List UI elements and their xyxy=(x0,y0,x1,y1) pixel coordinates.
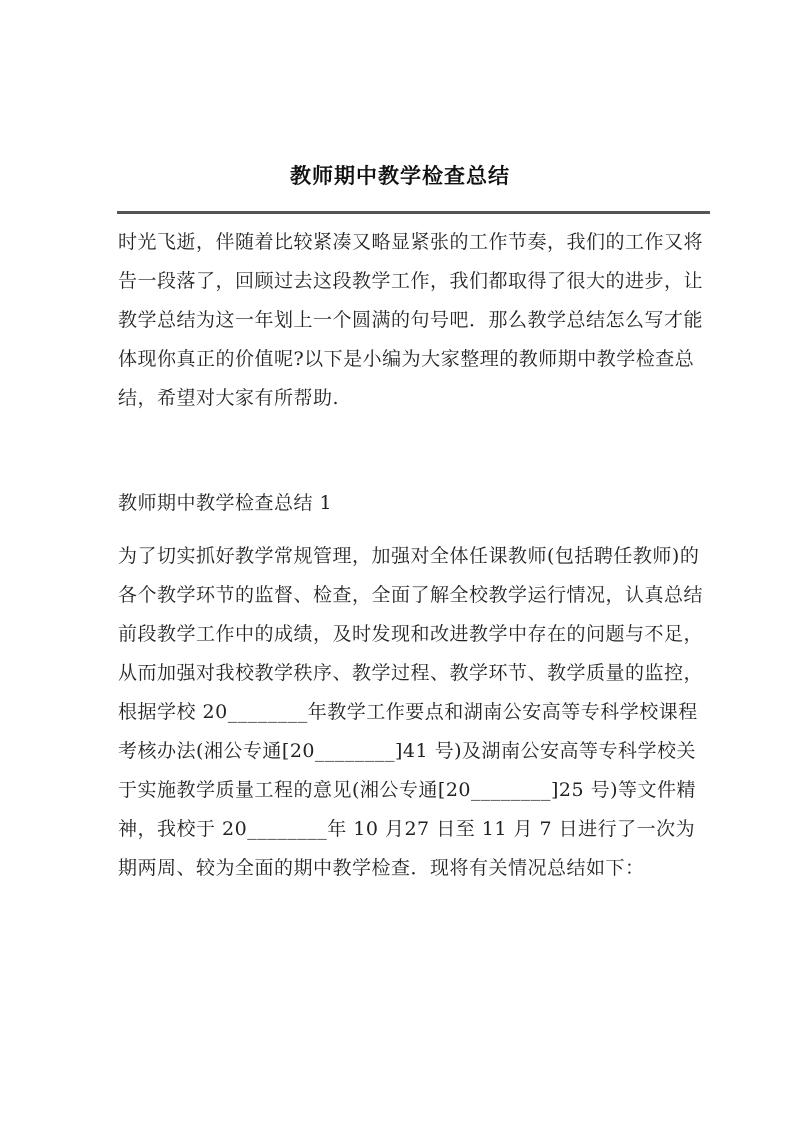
page-title: 教师期中教学检查总结 xyxy=(290,163,510,188)
section-heading: 教师期中教学检查总结 1 xyxy=(118,492,333,514)
section-body-paragraph: 为了切实抓好教学常规管理，加强对全体任课教师(包括聘任教师)的各个教学环节的监督、检查，全面了解全校教学运行情况，认真总结前段教学工作中的成绩，及时发现和改进教学中存在的问题与不足，从而加强对我校教学秩序、教学过程、教学环节、教学质量的监控，根据学校 20________年教学工作要点和湖南公安高等专科学校课程考核办法(湘公专通[20________]41 号)及湖南公安高等专科学校关于实施教学质量工程的意见(湘公专通[20________]25 号)等文件精神，我校于 20________年 10 月27 日至 11 月 7 日进行了一次为期两周、较为全面的期中教学检查．现将有关情况总结如下： xyxy=(118,545,704,879)
intro-paragraph: 时光飞逝，伴随着比较紧凑又略显紧张的工作节奏，我们的工作又将告一段落了，回顾过去这段教学工作，我们都取得了很大的进步，让教学总结为这一年划上一个圆满的句号吧．那么教学总结怎么写才能体现你真正的价值呢?以下是小编为大家整理的教师期中教学检查总结，希望对大家有所帮助. xyxy=(118,231,704,409)
title-divider xyxy=(117,211,710,214)
